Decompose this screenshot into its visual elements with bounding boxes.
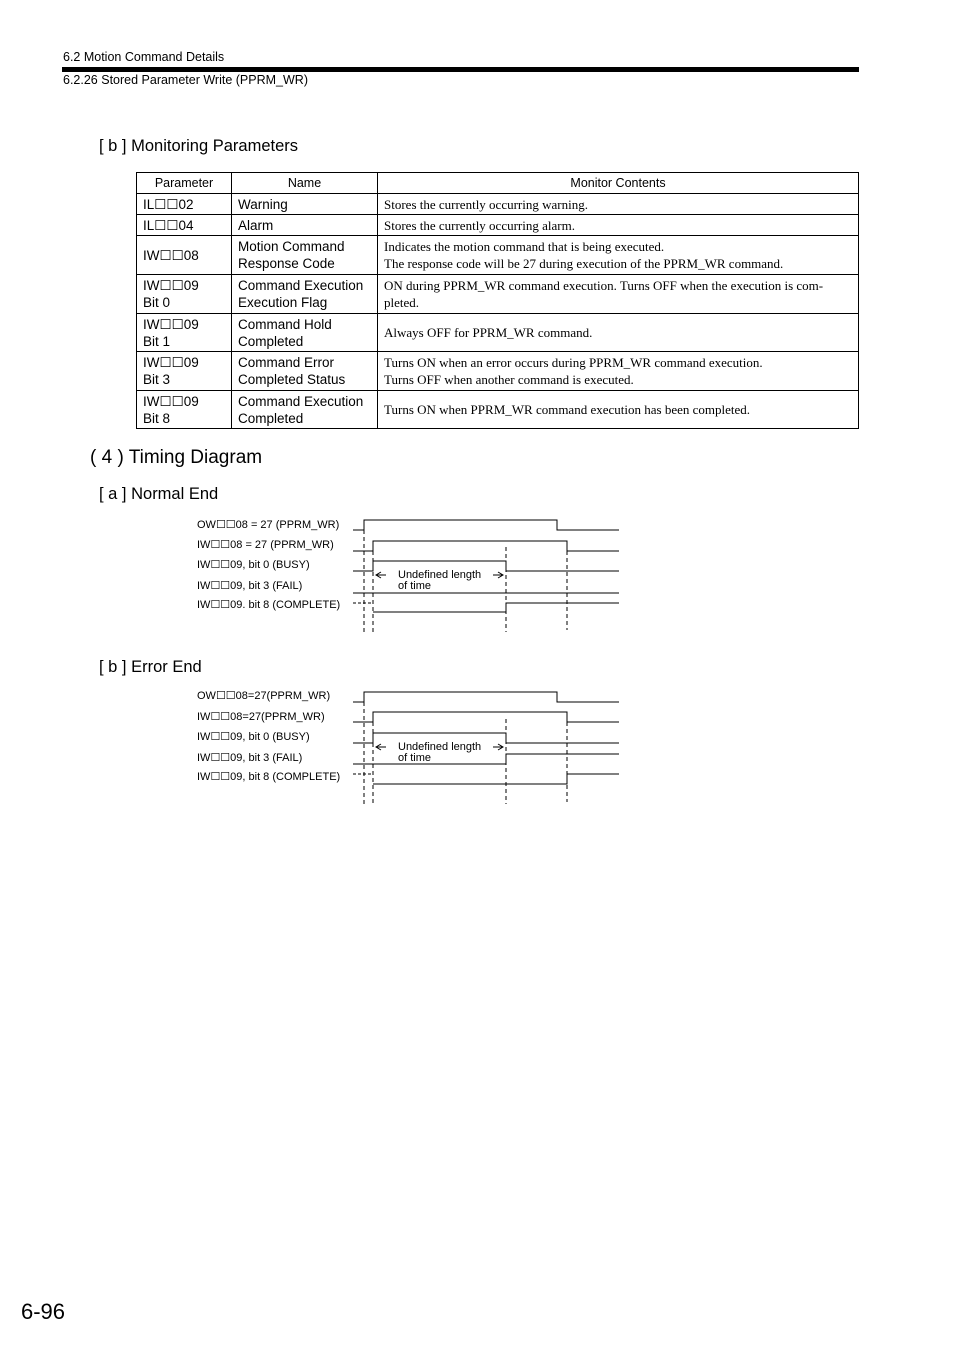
cell-name-line: Command Error (238, 355, 335, 370)
subsection-header: 6.2.26 Stored Parameter Write (PPRM_WR) (63, 73, 308, 87)
ow08-waveform (353, 520, 619, 530)
cell-parameter-line: IW☐☐09 (143, 393, 199, 409)
timing-heading: ( 4 ) Timing Diagram (90, 447, 263, 468)
cell-contents-line: Turns OFF when another command is executed. (384, 372, 634, 387)
guide-lines (364, 530, 567, 632)
cell-contents-line: Turns ON when an error occurs during PPRM_WR command execution. (384, 355, 763, 370)
cell-parameter-line: Bit 0 (143, 295, 171, 310)
cell-contents-line: Stores the currently occurring alarm. (384, 217, 575, 233)
cell-parameter-line: Bit 8 (143, 410, 171, 426)
col-name: Name (232, 173, 378, 194)
cell-contents (378, 352, 859, 391)
cell-parameter (137, 194, 232, 215)
cell-contents (378, 236, 859, 275)
normal-signal-label: IW☐☐09. bit 8 (COMPLETE) (197, 599, 341, 611)
error-signal-label: IW☐☐09, bit 3 (FAIL) (197, 752, 303, 764)
cell-contents-line: pleted. (384, 295, 420, 310)
cell-parameter-line: Bit 3 (143, 372, 171, 387)
cell-name (232, 215, 378, 236)
fail-waveform (353, 754, 619, 764)
table-row (137, 391, 859, 429)
error-end-timing-diagram (190, 684, 630, 809)
undefined-length-label: Undefined length (398, 741, 482, 753)
cell-name (232, 236, 378, 275)
table-header-row (137, 173, 859, 194)
header-rule (62, 67, 859, 72)
cell-parameter-line: IW☐☐09 (143, 355, 199, 370)
cell-parameter-line: IW☐☐09 (143, 278, 199, 293)
cell-name (232, 391, 378, 429)
cell-name-line: Motion Command (238, 239, 345, 254)
busy-waveform (353, 733, 619, 743)
cell-name-line: Completed (238, 333, 304, 349)
cell-contents-line: Indicates the motion command that is being executed. (384, 239, 665, 254)
cell-name-line: Execution Flag (238, 295, 328, 310)
cell-parameter (137, 275, 232, 314)
cell-name (232, 194, 378, 215)
error-signal-label: IW☐☐09, bit 8 (COMPLETE) (197, 771, 341, 783)
complete-waveform (373, 774, 619, 784)
cell-parameter-line: IW☐☐08 (143, 247, 199, 263)
col-parameter: Parameter (137, 173, 232, 194)
normal-signal-label: IW☐☐08 = 27 (PPRM_WR) (197, 539, 334, 551)
cell-contents (378, 314, 859, 352)
cell-name-line: Command Execution (238, 393, 364, 409)
cell-name-line: Warning (238, 196, 288, 212)
cell-contents-line: Stores the currently occurring warning. (384, 196, 588, 212)
busy-waveform (353, 561, 619, 571)
undefined-length-label: of time (398, 752, 432, 764)
table-row (137, 352, 859, 391)
undefined-length-label: of time (398, 580, 432, 592)
error-end-heading: [ b ] Error End (99, 658, 202, 676)
cell-contents (378, 391, 859, 429)
iw08-waveform (353, 541, 619, 551)
normal-end-timing-diagram (190, 512, 630, 637)
table-row (137, 275, 859, 314)
cell-name-line: Command Hold (238, 316, 332, 332)
normal-signal-label: IW☐☐09, bit 0 (BUSY) (197, 559, 310, 571)
cell-parameter (137, 314, 232, 352)
table-row (137, 194, 859, 215)
cell-name (232, 314, 378, 352)
complete-waveform (373, 603, 619, 612)
cell-parameter (137, 215, 232, 236)
cell-parameter (137, 236, 232, 275)
cell-contents-line: Always OFF for PPRM_WR command. (384, 325, 593, 340)
iw08-waveform (353, 712, 619, 722)
error-signal-label: OW☐☐08=27(PPRM_WR) (197, 690, 331, 702)
cell-name-line: Completed (238, 410, 304, 426)
cell-name-line: Completed Status (238, 372, 346, 387)
col-contents: Monitor Contents (378, 173, 859, 194)
cell-contents (378, 215, 859, 236)
table-row (137, 314, 859, 352)
normal-signal-label: OW☐☐08 = 27 (PPRM_WR) (197, 519, 340, 531)
cell-name (232, 275, 378, 314)
cell-parameter-line: IW☐☐09 (143, 316, 199, 332)
monitoring-table (136, 172, 859, 429)
error-signal-label: IW☐☐09, bit 0 (BUSY) (197, 731, 310, 743)
section-header: 6.2 Motion Command Details (63, 50, 225, 64)
table-row (137, 236, 859, 275)
cell-name-line: Command Execution (238, 278, 364, 293)
monitoring-heading: [ b ] Monitoring Parameters (99, 137, 298, 155)
undefined-length-label: Undefined length (398, 569, 482, 581)
cell-name-line: Response Code (238, 256, 335, 271)
cell-contents (378, 194, 859, 215)
cell-contents-line: ON during PPRM_WR command execution. Turns OFF when the execution is com- (384, 278, 824, 293)
cell-parameter-line: Bit 1 (143, 333, 171, 349)
cell-parameter (137, 352, 232, 391)
normal-end-heading: [ a ] Normal End (99, 485, 219, 503)
cell-contents (378, 275, 859, 314)
page-number: 6-96 (21, 1299, 66, 1324)
error-signal-label: IW☐☐08=27(PPRM_WR) (197, 711, 325, 723)
cell-name (232, 352, 378, 391)
table-row (137, 215, 859, 236)
cell-contents-line: The response code will be 27 during execution of the PPRM_WR command. (384, 256, 784, 271)
cell-parameter (137, 391, 232, 429)
cell-name-line: Alarm (238, 217, 274, 233)
ow08-waveform (353, 692, 619, 702)
cell-contents-line: Turns ON when PPRM_WR command execution has been completed. (384, 402, 750, 417)
cell-parameter-line: IL☐☐02 (143, 196, 194, 212)
guide-lines (364, 702, 567, 804)
normal-signal-label: IW☐☐09, bit 3 (FAIL) (197, 580, 303, 592)
cell-parameter-line: IL☐☐04 (143, 217, 194, 233)
